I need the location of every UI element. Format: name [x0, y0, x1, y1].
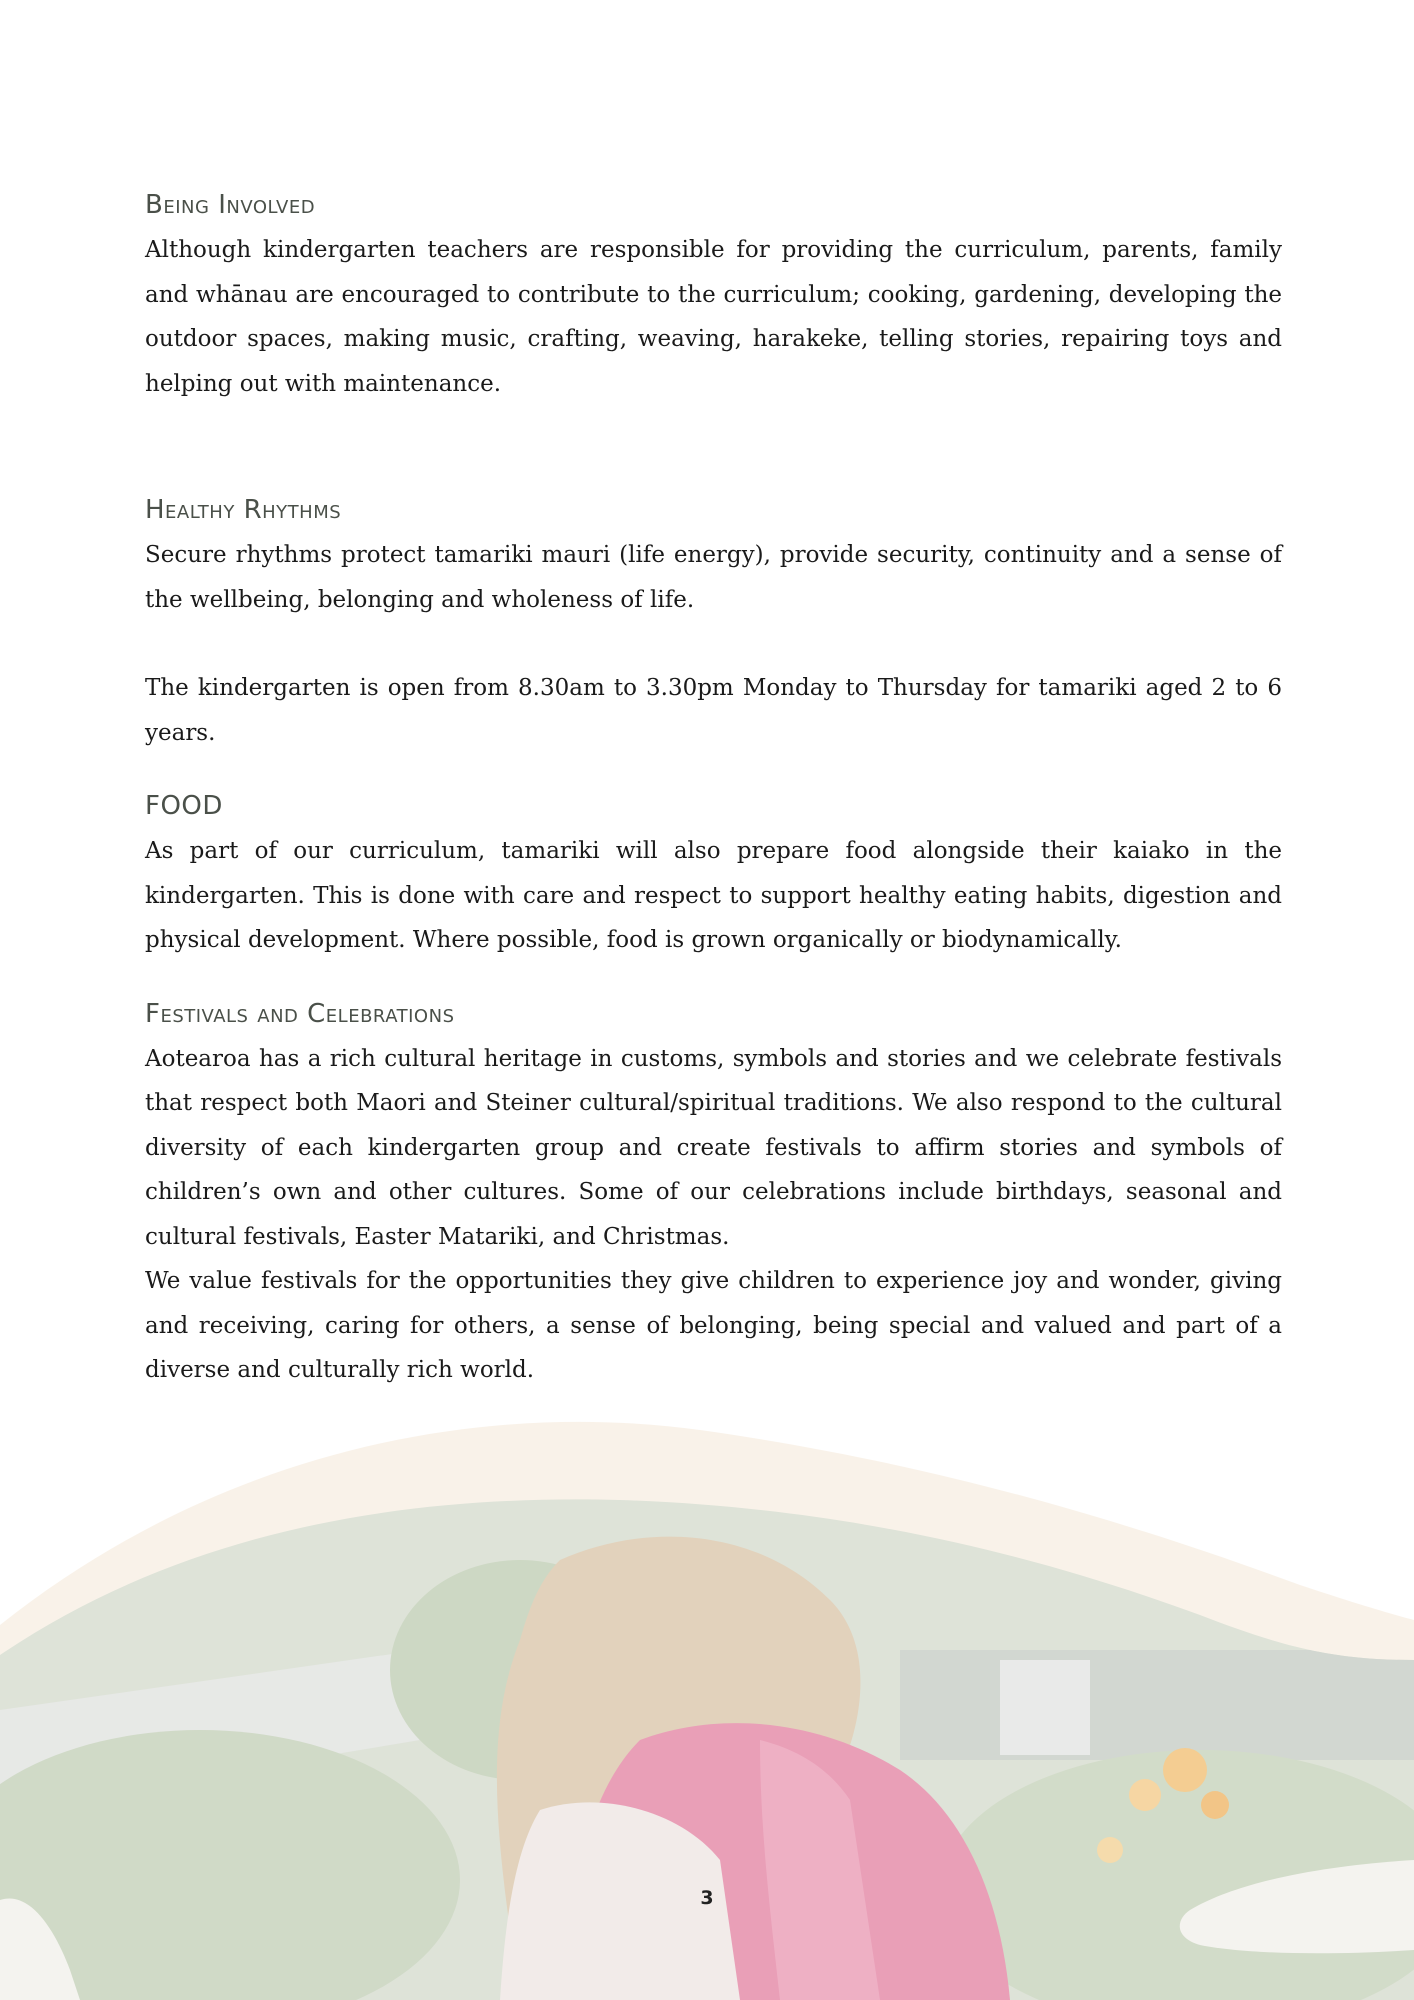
page-content: [145, 190, 1282, 1393]
paragraph-healthy-rhythms: Secure rhythms protect tamariki mauri (life energy), provide security, continuity and a sense of the wellbeing, belonging and wholeness of life.: [145, 542, 1282, 613]
paragraph-opening-hours: The kindergarten is open from 8.30am to 3.30pm Monday to Thursday for tamariki aged 2 to 6 years.: [145, 675, 1282, 746]
paragraph-festivals-2: We value festivals for the opportunities they give children to experience joy and wonder, giving and receiving, caring for others, a sense of belonging, being special and valued and part of a diverse and culturally rich world.: [145, 1268, 1282, 1383]
page-number: 3: [700, 1887, 714, 1909]
child-in-garden-photo: [0, 1410, 1414, 2000]
heading-being-involved: Being Involved: [145, 190, 316, 220]
paragraph-festivals-1: Aotearoa has a rich cultural heritage in customs, symbols and stories and we celebrate festivals that respect both Maori and Steiner cultural/spiritual traditions. We also respond to the cultural diversity of each kindergarten group and create festivals to affirm stories and symbols of children’s own and other cultures. Some of our celebrations include birthdays, seasonal and cultural festivals, Easter Matariki, and Christmas.: [145, 1045, 1282, 1250]
paragraph-being-involved: Although kindergarten teachers are responsible for providing the curriculum, parents, family and whānau are encouraged to contribute to the curriculum; cooking, gardening, developing the outdoor spaces, making music, crafting, weaving, harakeke, telling stories, repairing toys and helping out with maintenance.: [145, 237, 1282, 397]
heading-food: FOOD: [145, 791, 223, 821]
paragraph-food: As part of our curriculum, tamariki will also prepare food alongside their kaiako in the kindergarten. This is done with care and respect to support healthy eating habits, digestion and physical development. Where possible, food is grown organically or biodynamically.: [145, 838, 1282, 953]
heading-healthy-rhythms: Healthy Rhythms: [145, 495, 342, 525]
heading-festivals: Festivals and Celebrations: [145, 998, 455, 1029]
